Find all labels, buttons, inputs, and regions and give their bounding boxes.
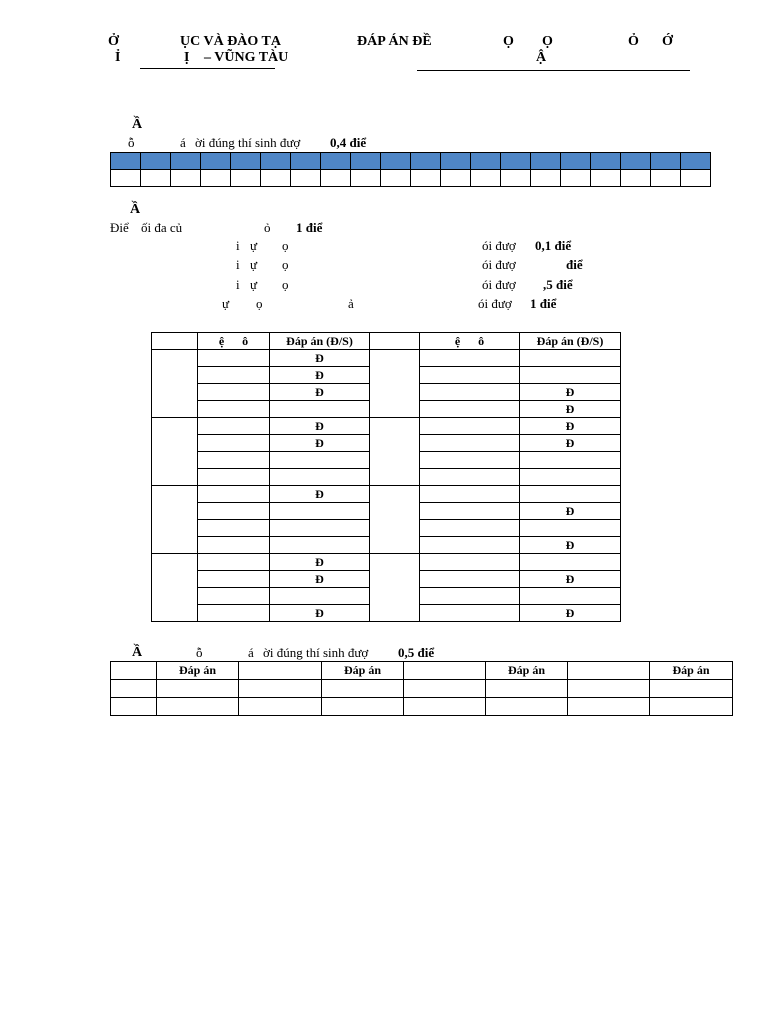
header-exam-fragment-3: Ỏ: [628, 34, 639, 49]
part3-cell: [650, 680, 733, 698]
left-statement-cell: [198, 571, 270, 588]
rule4-fragment-3: ả: [348, 296, 354, 311]
part1-grid-cell: [441, 170, 471, 187]
rule4-fragment-1: ự: [222, 296, 230, 311]
part3-desc-fragment-2: á: [248, 645, 254, 660]
left-question-cell: [152, 554, 198, 622]
rule3-fragment-4: ói đượ: [482, 277, 516, 292]
part2-max-points: 1 điể: [296, 220, 323, 235]
rule3-fragment-2: ự: [250, 277, 258, 292]
right-answer-cell: Đ: [520, 435, 621, 452]
part3-header-row: [111, 662, 733, 680]
right-answer-cell: Đ: [520, 418, 621, 435]
rule3-fragment-3: ọ: [282, 277, 289, 292]
part3-cell: [322, 680, 404, 698]
left-answer-cell: Đ: [270, 418, 370, 435]
left-question-cell: [152, 418, 198, 486]
part1-grid-cell: [681, 170, 711, 187]
part1-grid-cell: [291, 153, 321, 170]
left-answer-cell: Đ: [270, 350, 370, 367]
right-answer-cell: [520, 554, 621, 571]
left-question-cell: [152, 486, 198, 554]
right-statement-cell: [420, 469, 520, 486]
part3-cell: [568, 698, 650, 716]
rule2-fragment-1: i: [236, 257, 240, 272]
right-statement-cell: [420, 350, 520, 367]
part1-heading: Ầ: [132, 117, 143, 132]
part3-header-cell: [568, 662, 650, 680]
left-answer-cell: Đ: [270, 435, 370, 452]
part3-cell: [157, 698, 239, 716]
header-exam-fragment-5: Ậ: [536, 50, 547, 65]
header-statement-cell: ệ ô: [198, 333, 270, 350]
header-province-fragment-2: Ị: [184, 50, 190, 65]
part3-cell: [486, 698, 568, 716]
left-statement-cell: [198, 503, 270, 520]
part1-grid-cell: [201, 153, 231, 170]
right-question-cell: [370, 554, 420, 622]
left-statement-cell: [198, 554, 270, 571]
right-answer-cell: [520, 469, 621, 486]
right-question-cell: [370, 486, 420, 554]
left-statement-cell: [198, 384, 270, 401]
right-statement-cell: [420, 401, 520, 418]
header-left-underline: [140, 68, 275, 69]
rule2-fragment-3: ọ: [282, 257, 289, 272]
part1-grid-cell: [591, 170, 621, 187]
part2-table-header-row: [152, 333, 621, 350]
part1-grid-cell: [171, 153, 201, 170]
part3-cell: [568, 680, 650, 698]
right-answer-cell: [520, 367, 621, 384]
part1-grid-cell: [651, 170, 681, 187]
left-statement-cell: [198, 435, 270, 452]
part1-grid-cell: [651, 153, 681, 170]
part3-row: [111, 698, 733, 716]
part3-cell: [322, 698, 404, 716]
header-province-fragment-3: – VŨNG TÀU: [204, 50, 289, 65]
left-answer-cell: [270, 503, 370, 520]
rule3-points: ,5 điể: [543, 277, 573, 292]
part1-grid-cell: [111, 153, 141, 170]
part3-header-cell: [239, 662, 322, 680]
part3-cell: [486, 680, 568, 698]
part1-grid-cell: [411, 153, 441, 170]
part1-grid-cell: [261, 170, 291, 187]
right-statement-cell: [420, 435, 520, 452]
part1-grid-cell: [471, 170, 501, 187]
part1-grid-cell: [501, 170, 531, 187]
rule1-fragment-3: ọ: [282, 238, 289, 253]
rule2-fragment-4: ói đượ: [482, 257, 516, 272]
part1-grid-cell: [411, 170, 441, 187]
left-answer-cell: [270, 452, 370, 469]
right-statement-cell: [420, 486, 520, 503]
part2-table-row: [152, 486, 621, 503]
part1-grid-cell: [381, 170, 411, 187]
left-answer-cell: [270, 401, 370, 418]
part1-grid-cell: [531, 153, 561, 170]
header-dept-fragment-2: ỤC VÀ ĐÀO TẠ: [180, 34, 281, 49]
part1-grid-cell: [141, 170, 171, 187]
left-statement-cell: [198, 520, 270, 537]
right-statement-cell: [420, 503, 520, 520]
part3-heading: Ầ: [132, 645, 143, 660]
rule4-points: 1 điể: [530, 296, 557, 311]
header-dept-fragment-1: Ở: [108, 34, 119, 49]
part1-grid-cell: [561, 170, 591, 187]
part3-answer-header: Đáp án: [157, 662, 239, 680]
part1-grid-cell: [351, 170, 381, 187]
part2-answer-table: [151, 332, 621, 622]
right-answer-cell: [520, 486, 621, 503]
right-statement-cell: [420, 537, 520, 554]
part2-max-fragment-3: ỏ: [264, 220, 271, 235]
part1-grid-cell: [171, 170, 201, 187]
part1-grid-cell: [681, 153, 711, 170]
part3-header-cell: [111, 662, 157, 680]
left-answer-cell: Đ: [270, 384, 370, 401]
left-statement-cell: [198, 401, 270, 418]
part1-desc-fragment-3: ời đúng thí sinh đượ: [195, 135, 301, 150]
left-statement-cell: [198, 367, 270, 384]
part1-points: 0,4 điể: [330, 135, 367, 150]
right-statement-cell: [420, 520, 520, 537]
left-answer-cell: [270, 520, 370, 537]
right-answer-cell: Đ: [520, 571, 621, 588]
part3-cell: [404, 698, 486, 716]
part3-header-cell: [404, 662, 486, 680]
right-statement-cell: [420, 554, 520, 571]
part3-row: [111, 680, 733, 698]
right-answer-cell: Đ: [520, 537, 621, 554]
part2-table-row: [152, 418, 621, 435]
part1-grid-cell: [321, 153, 351, 170]
part3-answer-header: Đáp án: [322, 662, 404, 680]
left-answer-cell: Đ: [270, 605, 370, 622]
part3-cell: [239, 680, 322, 698]
rule2-points: điể: [566, 257, 583, 272]
part3-cell: [404, 680, 486, 698]
part1-grid-cell: [261, 153, 291, 170]
right-statement-cell: [420, 588, 520, 605]
rule4-fragment-2: ọ: [256, 296, 263, 311]
part2-max-fragment-1: Điể: [110, 220, 129, 235]
left-answer-cell: Đ: [270, 367, 370, 384]
part1-grid-cell: [201, 170, 231, 187]
rule1-fragment-4: ói đượ: [482, 238, 516, 253]
part3-cell: [111, 680, 157, 698]
part3-cell: [157, 680, 239, 698]
part2-table-row: [152, 350, 621, 367]
part3-points: 0,5 điể: [398, 645, 435, 660]
right-answer-cell: Đ: [520, 605, 621, 622]
part3-desc-fragment-1: ỗ: [196, 645, 203, 660]
part3-cell: [650, 698, 733, 716]
right-answer-cell: Đ: [520, 384, 621, 401]
rule4-fragment-4: ói đượ: [478, 296, 512, 311]
rule1-points: 0,1 điể: [535, 238, 572, 253]
part1-answer-grid: [110, 152, 711, 187]
left-statement-cell: [198, 605, 270, 622]
part1-question-row: [111, 153, 711, 170]
part1-desc-fragment-2: á: [180, 135, 186, 150]
right-question-cell: [370, 350, 420, 418]
header-empty-cell: [370, 333, 420, 350]
rule1-fragment-2: ự: [250, 238, 258, 253]
left-statement-cell: [198, 350, 270, 367]
header-answer-cell: Đáp án (Đ/S): [520, 333, 621, 350]
right-answer-cell: [520, 520, 621, 537]
header-exam-fragment-2: Ọ: [542, 34, 553, 49]
header-answer-cell: Đáp án (Đ/S): [270, 333, 370, 350]
left-statement-cell: [198, 452, 270, 469]
left-answer-cell: Đ: [270, 571, 370, 588]
right-statement-cell: [420, 384, 520, 401]
header-exam-fragment-1: Ọ: [503, 34, 514, 49]
part3-desc-fragment-3: ời đúng thí sinh đượ: [263, 645, 369, 660]
left-answer-cell: [270, 537, 370, 554]
part3-answer-table: [110, 661, 733, 716]
right-statement-cell: [420, 452, 520, 469]
right-statement-cell: [420, 367, 520, 384]
left-statement-cell: [198, 486, 270, 503]
part1-grid-cell: [351, 153, 381, 170]
rule1-fragment-1: i: [236, 238, 240, 253]
right-statement-cell: [420, 571, 520, 588]
rule2-fragment-2: ự: [250, 257, 258, 272]
header-empty-cell: [152, 333, 198, 350]
part1-grid-cell: [471, 153, 501, 170]
part1-grid-cell: [231, 153, 261, 170]
left-answer-cell: Đ: [270, 554, 370, 571]
part1-desc-fragment-1: ỗ: [128, 135, 135, 150]
header-exam-fragment-4: Ớ: [662, 34, 673, 49]
left-question-cell: [152, 350, 198, 418]
left-statement-cell: [198, 537, 270, 554]
left-answer-cell: [270, 588, 370, 605]
header-title: ĐÁP ÁN ĐỀ: [357, 34, 432, 49]
left-answer-cell: [270, 469, 370, 486]
part1-grid-cell: [441, 153, 471, 170]
right-answer-cell: Đ: [520, 401, 621, 418]
part3-answer-header: Đáp án: [486, 662, 568, 680]
part1-grid-cell: [621, 170, 651, 187]
left-statement-cell: [198, 469, 270, 486]
part1-grid-cell: [501, 153, 531, 170]
part3-cell: [111, 698, 157, 716]
header-right-underline: [417, 70, 690, 71]
right-statement-cell: [420, 418, 520, 435]
header-statement-cell: ệ ô: [420, 333, 520, 350]
right-answer-cell: [520, 350, 621, 367]
part1-grid-cell: [291, 170, 321, 187]
left-statement-cell: [198, 418, 270, 435]
part3-cell: [239, 698, 322, 716]
part1-grid-cell: [321, 170, 351, 187]
part2-table-row: [152, 554, 621, 571]
part1-grid-cell: [561, 153, 591, 170]
header-province-fragment-1: Ỉ: [115, 50, 121, 65]
part1-grid-cell: [621, 153, 651, 170]
part1-grid-cell: [111, 170, 141, 187]
part3-answer-header: Đáp án: [650, 662, 733, 680]
part1-grid-cell: [231, 170, 261, 187]
part1-grid-cell: [381, 153, 411, 170]
right-question-cell: [370, 418, 420, 486]
part2-max-fragment-2: ối đa củ: [141, 220, 183, 235]
left-answer-cell: Đ: [270, 486, 370, 503]
right-answer-cell: [520, 588, 621, 605]
part2-heading: Ầ: [130, 202, 141, 217]
part1-grid-cell: [531, 170, 561, 187]
right-statement-cell: [420, 605, 520, 622]
left-statement-cell: [198, 588, 270, 605]
part1-grid-cell: [141, 153, 171, 170]
right-answer-cell: Đ: [520, 503, 621, 520]
rule3-fragment-1: i: [236, 277, 240, 292]
part1-grid-cell: [591, 153, 621, 170]
right-answer-cell: [520, 452, 621, 469]
part1-answer-row: [111, 170, 711, 187]
